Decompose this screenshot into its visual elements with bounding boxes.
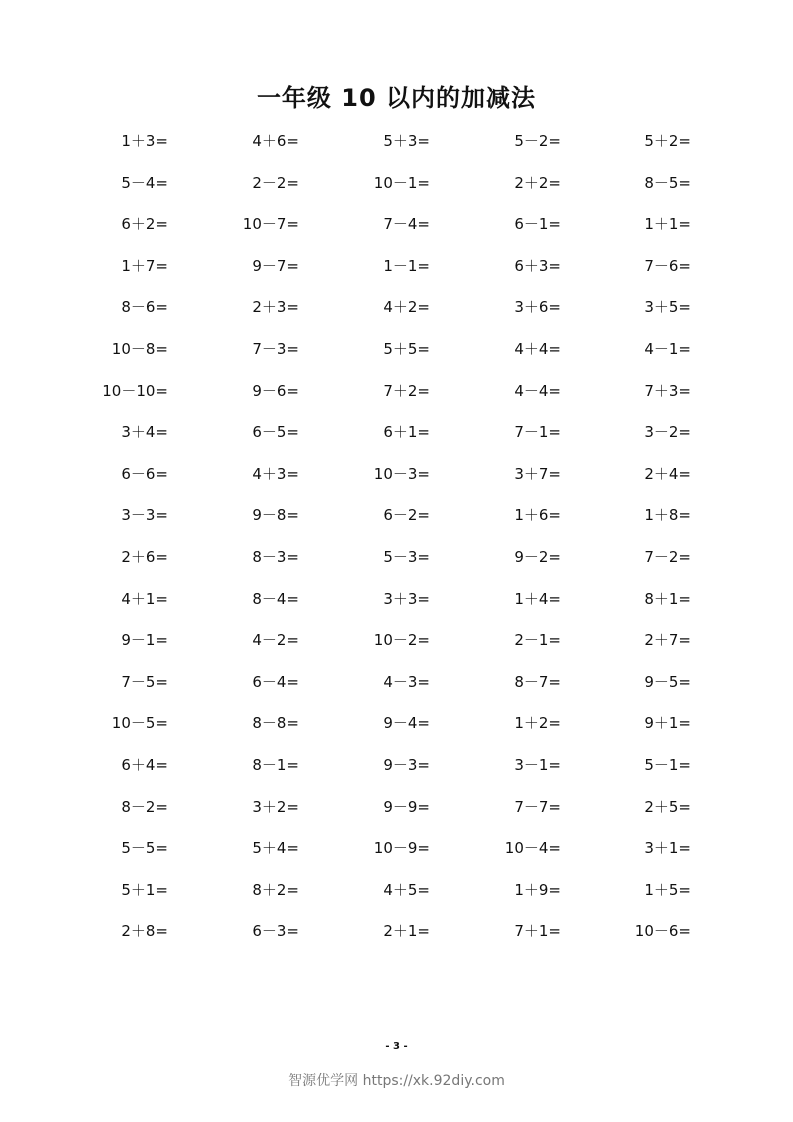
math-problem: 10－6= — [634, 922, 691, 941]
math-problem: 4－2= — [252, 631, 299, 650]
math-problem: 9－1= — [121, 631, 168, 650]
math-problem: 2＋3= — [252, 298, 299, 317]
math-problem: 4＋4= — [514, 339, 561, 358]
math-problem: 9－5= — [644, 672, 691, 691]
math-problem: 6－4= — [252, 672, 299, 691]
math-problem: 10－4= — [504, 839, 561, 858]
math-problem: 10－5= — [111, 714, 168, 733]
math-problem: 2＋4= — [644, 464, 691, 483]
math-problem: 4＋6= — [252, 132, 299, 150]
math-problem: 5－2= — [514, 132, 561, 150]
math-problem: 2＋1= — [383, 922, 430, 941]
math-problem: 7－5= — [121, 672, 168, 691]
math-problem: 7－2= — [644, 547, 691, 566]
math-problem: 2＋8= — [121, 922, 168, 941]
math-problem: 6＋4= — [121, 755, 168, 774]
math-problem: 9－9= — [383, 797, 430, 816]
math-problem: 2＋6= — [121, 547, 168, 566]
problem-row — [0, 703, 793, 745]
problem-row — [0, 163, 793, 205]
math-problem: 2＋5= — [644, 797, 691, 816]
problem-row — [0, 828, 793, 870]
math-problem: 9－7= — [252, 256, 299, 275]
math-problem: 10－9= — [373, 839, 430, 858]
math-problem: 1－1= — [383, 256, 430, 275]
problem-row — [0, 870, 793, 912]
math-problem: 3＋3= — [383, 589, 430, 608]
math-problem: 5－3= — [383, 547, 430, 566]
math-problem: 4＋3= — [252, 464, 299, 483]
math-problem: 9－4= — [383, 714, 430, 733]
math-problem: 5－5= — [121, 839, 168, 858]
math-problem: 5＋4= — [252, 839, 299, 858]
math-problem: 3＋6= — [514, 298, 561, 317]
math-problem: 5＋3= — [383, 132, 430, 150]
math-problem: 3－3= — [121, 506, 168, 525]
math-problem: 4＋5= — [383, 880, 430, 899]
math-problem: 5－4= — [121, 173, 168, 192]
footer-watermark: 智源优学网 https://xk.92diy.com — [288, 1073, 505, 1089]
math-problem: 6＋1= — [383, 423, 430, 442]
problem-row — [0, 371, 793, 413]
math-problem: 6－6= — [121, 464, 168, 483]
math-problem: 7－4= — [383, 215, 430, 234]
math-problem: 10－10= — [102, 381, 168, 400]
math-problem: 3－2= — [644, 423, 691, 442]
math-problem: 9－8= — [252, 506, 299, 525]
math-problem: 2－2= — [252, 173, 299, 192]
math-problem: 6－3= — [252, 922, 299, 941]
math-problem: 7－6= — [644, 256, 691, 275]
math-problem: 8－7= — [514, 672, 561, 691]
math-problem: 4＋1= — [121, 589, 168, 608]
math-problem: 8－6= — [121, 298, 168, 317]
problem-row — [0, 662, 793, 704]
math-problem: 3＋2= — [252, 797, 299, 816]
math-problem: 1＋9= — [514, 880, 561, 899]
math-problem: 10－8= — [111, 339, 168, 358]
math-problem: 8＋1= — [644, 589, 691, 608]
math-problem: 8－5= — [644, 173, 691, 192]
problem-row — [0, 537, 793, 579]
math-problem: 7－1= — [514, 423, 561, 442]
math-problem: 6＋2= — [121, 215, 168, 234]
math-problem: 6－1= — [514, 215, 561, 234]
math-problem: 2－1= — [514, 631, 561, 650]
math-problem: 4＋2= — [383, 298, 430, 317]
math-problem: 8＋2= — [252, 880, 299, 899]
math-problem: 4－3= — [383, 672, 430, 691]
math-problem: 1＋7= — [121, 256, 168, 275]
math-problem: 4－1= — [644, 339, 691, 358]
problem-row — [0, 745, 793, 787]
problem-row — [0, 329, 793, 371]
problem-row — [0, 246, 793, 288]
problem-row — [0, 204, 793, 246]
math-problem: 1＋5= — [644, 880, 691, 899]
problem-row — [0, 579, 793, 621]
math-problem: 7－3= — [252, 339, 299, 358]
math-problem: 4－4= — [514, 381, 561, 400]
math-problem: 5－1= — [644, 755, 691, 774]
math-problem: 10－2= — [373, 631, 430, 650]
math-problem: 9＋1= — [644, 714, 691, 733]
problem-row — [0, 412, 793, 454]
math-problem: 1＋2= — [514, 714, 561, 733]
math-problem: 8－1= — [252, 755, 299, 774]
problem-row — [0, 787, 793, 829]
math-problem: 3＋7= — [514, 464, 561, 483]
math-problem: 1＋6= — [514, 506, 561, 525]
math-problem: 5＋5= — [383, 339, 430, 358]
math-problem: 10－3= — [373, 464, 430, 483]
problem-row — [0, 287, 793, 329]
math-problem: 9－3= — [383, 755, 430, 774]
math-problem: 1＋3= — [121, 132, 168, 150]
math-problem: 2＋2= — [514, 173, 561, 192]
problem-row — [0, 495, 793, 537]
math-problem: 3＋5= — [644, 298, 691, 317]
problem-row — [0, 911, 793, 953]
math-problem: 1＋4= — [514, 589, 561, 608]
math-problem: 5＋2= — [644, 132, 691, 150]
math-problem: 3＋1= — [644, 839, 691, 858]
math-problem: 7＋3= — [644, 381, 691, 400]
math-problem: 6－5= — [252, 423, 299, 442]
math-problem: 8－2= — [121, 797, 168, 816]
page-number: - 3 - — [385, 1041, 408, 1052]
problem-grid — [0, 121, 793, 953]
math-problem: 7－7= — [514, 797, 561, 816]
math-problem: 6－2= — [383, 506, 430, 525]
math-problem: 9－2= — [514, 547, 561, 566]
math-problem: 3－1= — [514, 755, 561, 774]
math-problem: 1＋1= — [644, 215, 691, 234]
problem-row — [0, 620, 793, 662]
problem-row — [0, 121, 793, 163]
page-title: 一年级 10 以内的加减法 — [256, 84, 537, 112]
math-problem: 8－3= — [252, 547, 299, 566]
math-problem: 9－6= — [252, 381, 299, 400]
problem-row — [0, 454, 793, 496]
math-problem: 7＋2= — [383, 381, 430, 400]
math-problem: 3＋4= — [121, 423, 168, 442]
math-problem: 1＋8= — [644, 506, 691, 525]
math-problem: 10－7= — [242, 215, 299, 234]
math-problem: 2＋7= — [644, 631, 691, 650]
math-problem: 7＋1= — [514, 922, 561, 941]
math-problem: 8－8= — [252, 714, 299, 733]
math-problem: 8－4= — [252, 589, 299, 608]
math-problem: 6＋3= — [514, 256, 561, 275]
math-problem: 10－1= — [373, 173, 430, 192]
math-problem: 5＋1= — [121, 880, 168, 899]
